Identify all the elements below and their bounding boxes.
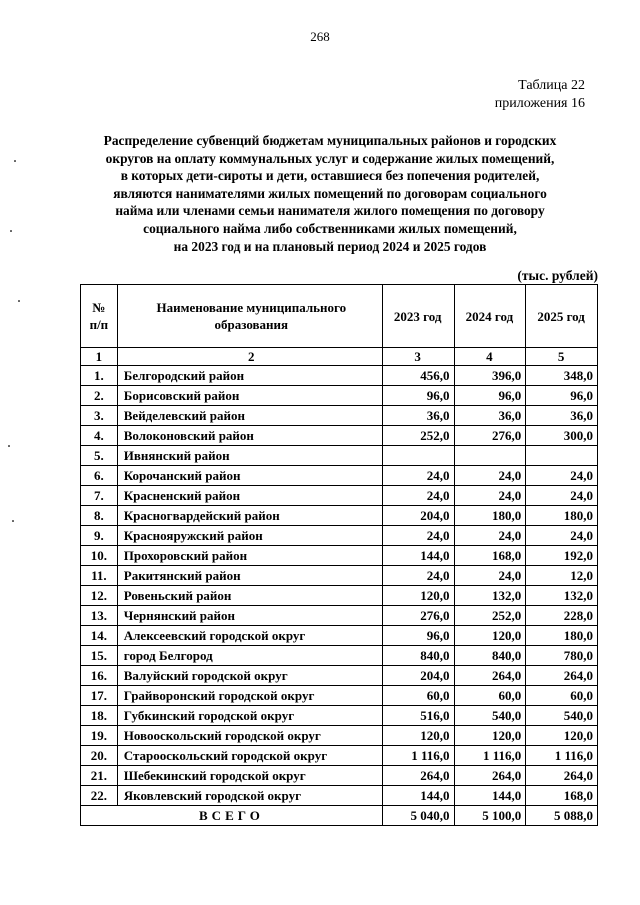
header-number-line1: № xyxy=(92,300,106,315)
row-value-2025: 1 116,0 xyxy=(526,746,598,766)
row-value-2025: 132,0 xyxy=(526,586,598,606)
row-value-2023 xyxy=(382,446,454,466)
row-name: Белгородский район xyxy=(117,366,382,386)
page-number: 268 xyxy=(310,29,330,44)
row-value-2023: 24,0 xyxy=(382,486,454,506)
table-row xyxy=(81,466,598,486)
row-value-2024: 264,0 xyxy=(454,766,526,786)
row-value-2023: 516,0 xyxy=(382,706,454,726)
row-name: Шебекинский городской округ xyxy=(117,766,382,786)
table-header-row xyxy=(81,285,598,348)
table-row xyxy=(81,606,598,626)
title-line: социального найма либо собственниками жилых помещений, xyxy=(143,220,517,236)
header-name xyxy=(117,285,382,348)
row-name: Прохоровский район xyxy=(117,546,382,566)
header-2024: 2024 год xyxy=(454,285,526,348)
row-value-2025: 168,0 xyxy=(526,786,598,806)
row-value-2023: 1 116,0 xyxy=(382,746,454,766)
row-value-2023: 120,0 xyxy=(382,586,454,606)
row-value-2024: 1 116,0 xyxy=(454,746,526,766)
row-value-2023: 144,0 xyxy=(382,786,454,806)
row-value-2025: 180,0 xyxy=(526,626,598,646)
table-row xyxy=(81,506,598,526)
row-value-2023: 204,0 xyxy=(382,506,454,526)
document-title xyxy=(60,132,600,255)
column-number: 2 xyxy=(117,348,382,366)
row-number: 5. xyxy=(81,446,118,466)
header-2023: 2023 год xyxy=(382,285,454,348)
row-number: 12. xyxy=(81,586,118,606)
row-number: 19. xyxy=(81,726,118,746)
row-number: 9. xyxy=(81,526,118,546)
row-value-2025: 780,0 xyxy=(526,646,598,666)
total-2024: 5 100,0 xyxy=(454,806,526,826)
total-row xyxy=(81,806,598,826)
row-value-2023: 120,0 xyxy=(382,726,454,746)
table-row xyxy=(81,746,598,766)
header-number xyxy=(81,285,118,348)
row-value-2023: 60,0 xyxy=(382,686,454,706)
title-line: округов на оплату коммунальных услуг и содержание жилых помещений, xyxy=(105,150,555,166)
row-value-2023: 96,0 xyxy=(382,386,454,406)
row-name: Красногвардейский район xyxy=(117,506,382,526)
total-label: ВСЕГО xyxy=(81,806,383,826)
row-number: 2. xyxy=(81,386,118,406)
header-name-line2: образования xyxy=(214,317,289,332)
row-number: 22. xyxy=(81,786,118,806)
row-value-2025: 60,0 xyxy=(526,686,598,706)
row-name: Красненский район xyxy=(117,486,382,506)
header-name-line1: Наименование муниципального xyxy=(156,300,347,315)
row-number: 4. xyxy=(81,426,118,446)
table-row xyxy=(81,686,598,706)
row-value-2024: 276,0 xyxy=(454,426,526,446)
row-name: Валуйский городской округ xyxy=(117,666,382,686)
row-number: 17. xyxy=(81,686,118,706)
row-number: 15. xyxy=(81,646,118,666)
row-value-2025: 24,0 xyxy=(526,486,598,506)
table-row xyxy=(81,486,598,506)
header-number-line2: п/п xyxy=(89,317,109,332)
row-value-2024: 120,0 xyxy=(454,726,526,746)
row-value-2025: 264,0 xyxy=(526,766,598,786)
row-name: Старооскольский городской округ xyxy=(117,746,382,766)
row-value-2025: 348,0 xyxy=(526,366,598,386)
row-value-2024: 24,0 xyxy=(454,486,526,506)
scan-speck xyxy=(12,520,14,522)
row-number: 20. xyxy=(81,746,118,766)
table-row xyxy=(81,766,598,786)
row-number: 14. xyxy=(81,626,118,646)
row-value-2024: 132,0 xyxy=(454,586,526,606)
scan-speck xyxy=(14,160,16,162)
table-body xyxy=(81,348,598,806)
table-reference xyxy=(495,77,585,113)
row-name: город Белгород xyxy=(117,646,382,666)
row-value-2025: 12,0 xyxy=(526,566,598,586)
title-line: на 2023 год и на плановый период 2024 и 2025 годов xyxy=(173,238,487,254)
row-name: Губкинский городской округ xyxy=(117,706,382,726)
table-row xyxy=(81,626,598,646)
row-name: Вейделевский район xyxy=(117,406,382,426)
row-value-2024: 96,0 xyxy=(454,386,526,406)
table-row xyxy=(81,406,598,426)
row-value-2024: 168,0 xyxy=(454,546,526,566)
table-row xyxy=(81,646,598,666)
row-value-2024: 36,0 xyxy=(454,406,526,426)
row-value-2024: 264,0 xyxy=(454,666,526,686)
row-name: Грайворонский городской округ xyxy=(117,686,382,706)
row-value-2025: 192,0 xyxy=(526,546,598,566)
scan-speck xyxy=(10,230,12,232)
row-value-2024: 120,0 xyxy=(454,626,526,646)
row-name: Ровеньский район xyxy=(117,586,382,606)
row-value-2025: 120,0 xyxy=(526,726,598,746)
row-value-2024 xyxy=(454,446,526,466)
row-number: 1. xyxy=(81,366,118,386)
row-value-2023: 276,0 xyxy=(382,606,454,626)
row-value-2024: 24,0 xyxy=(454,526,526,546)
scan-speck xyxy=(18,300,20,302)
table-row xyxy=(81,366,598,386)
row-name: Ракитянский район xyxy=(117,566,382,586)
row-number: 7. xyxy=(81,486,118,506)
row-value-2023: 264,0 xyxy=(382,766,454,786)
row-value-2023: 252,0 xyxy=(382,426,454,446)
table-row xyxy=(81,566,598,586)
row-number: 16. xyxy=(81,666,118,686)
row-value-2025: 264,0 xyxy=(526,666,598,686)
table-row xyxy=(81,706,598,726)
row-name: Новооскольский городской округ xyxy=(117,726,382,746)
row-number: 11. xyxy=(81,566,118,586)
row-value-2023: 36,0 xyxy=(382,406,454,426)
row-value-2024: 180,0 xyxy=(454,506,526,526)
row-name: Алексеевский городской округ xyxy=(117,626,382,646)
row-number: 10. xyxy=(81,546,118,566)
row-value-2025 xyxy=(526,446,598,466)
row-value-2025: 180,0 xyxy=(526,506,598,526)
row-number: 6. xyxy=(81,466,118,486)
table-row xyxy=(81,546,598,566)
row-number: 21. xyxy=(81,766,118,786)
row-value-2023: 840,0 xyxy=(382,646,454,666)
total-2025: 5 088,0 xyxy=(526,806,598,826)
row-value-2025: 24,0 xyxy=(526,526,598,546)
subsidy-table xyxy=(80,284,598,826)
row-value-2023: 144,0 xyxy=(382,546,454,566)
row-value-2024: 60,0 xyxy=(454,686,526,706)
scan-speck xyxy=(8,445,10,447)
row-name: Краснояружский район xyxy=(117,526,382,546)
row-value-2023: 24,0 xyxy=(382,566,454,586)
row-name: Корочанский район xyxy=(117,466,382,486)
table-row xyxy=(81,426,598,446)
row-value-2025: 96,0 xyxy=(526,386,598,406)
row-name: Ивнянский район xyxy=(117,446,382,466)
table-row xyxy=(81,386,598,406)
row-value-2025: 300,0 xyxy=(526,426,598,446)
row-value-2024: 840,0 xyxy=(454,646,526,666)
row-number: 8. xyxy=(81,506,118,526)
row-value-2024: 144,0 xyxy=(454,786,526,806)
row-value-2023: 96,0 xyxy=(382,626,454,646)
row-value-2025: 36,0 xyxy=(526,406,598,426)
row-value-2024: 24,0 xyxy=(454,566,526,586)
row-name: Чернянский район xyxy=(117,606,382,626)
table-row xyxy=(81,526,598,546)
row-value-2025: 228,0 xyxy=(526,606,598,626)
row-number: 18. xyxy=(81,706,118,726)
table-row xyxy=(81,586,598,606)
title-line: Распределение субвенций бюджетам муниципальных районов и городских xyxy=(103,133,557,148)
row-value-2023: 456,0 xyxy=(382,366,454,386)
table-reference-line1: Таблица 22 xyxy=(518,78,585,93)
row-value-2024: 24,0 xyxy=(454,466,526,486)
row-value-2023: 24,0 xyxy=(382,526,454,546)
row-value-2024: 396,0 xyxy=(454,366,526,386)
table-reference-line2: приложения 16 xyxy=(494,96,585,111)
table-row xyxy=(81,446,598,466)
header-2025: 2025 год xyxy=(526,285,598,348)
total-2023: 5 040,0 xyxy=(382,806,454,826)
column-number: 3 xyxy=(382,348,454,366)
column-number: 5 xyxy=(526,348,598,366)
title-line: в которых дети-сироты и дети, оставшиеся без попечения родителей, xyxy=(120,168,540,184)
row-value-2024: 540,0 xyxy=(454,706,526,726)
column-number: 1 xyxy=(81,348,118,366)
table-row xyxy=(81,726,598,746)
units-label: (тыс. рублей) xyxy=(517,268,598,283)
row-value-2025: 540,0 xyxy=(526,706,598,726)
row-value-2023: 204,0 xyxy=(382,666,454,686)
row-number: 3. xyxy=(81,406,118,426)
title-line: являются нанимателями жилых помещений по договорам социального xyxy=(113,185,547,201)
title-line: найма или членами семьи нанимателя жилого помещения по договору xyxy=(115,203,545,219)
row-name: Яковлевский городской округ xyxy=(117,786,382,806)
row-name: Борисовский район xyxy=(117,386,382,406)
table-row xyxy=(81,666,598,686)
row-value-2023: 24,0 xyxy=(382,466,454,486)
row-value-2025: 24,0 xyxy=(526,466,598,486)
column-number-row xyxy=(81,348,598,366)
row-name: Волоконовский район xyxy=(117,426,382,446)
column-number: 4 xyxy=(454,348,526,366)
row-value-2024: 252,0 xyxy=(454,606,526,626)
table-row xyxy=(81,786,598,806)
row-number: 13. xyxy=(81,606,118,626)
